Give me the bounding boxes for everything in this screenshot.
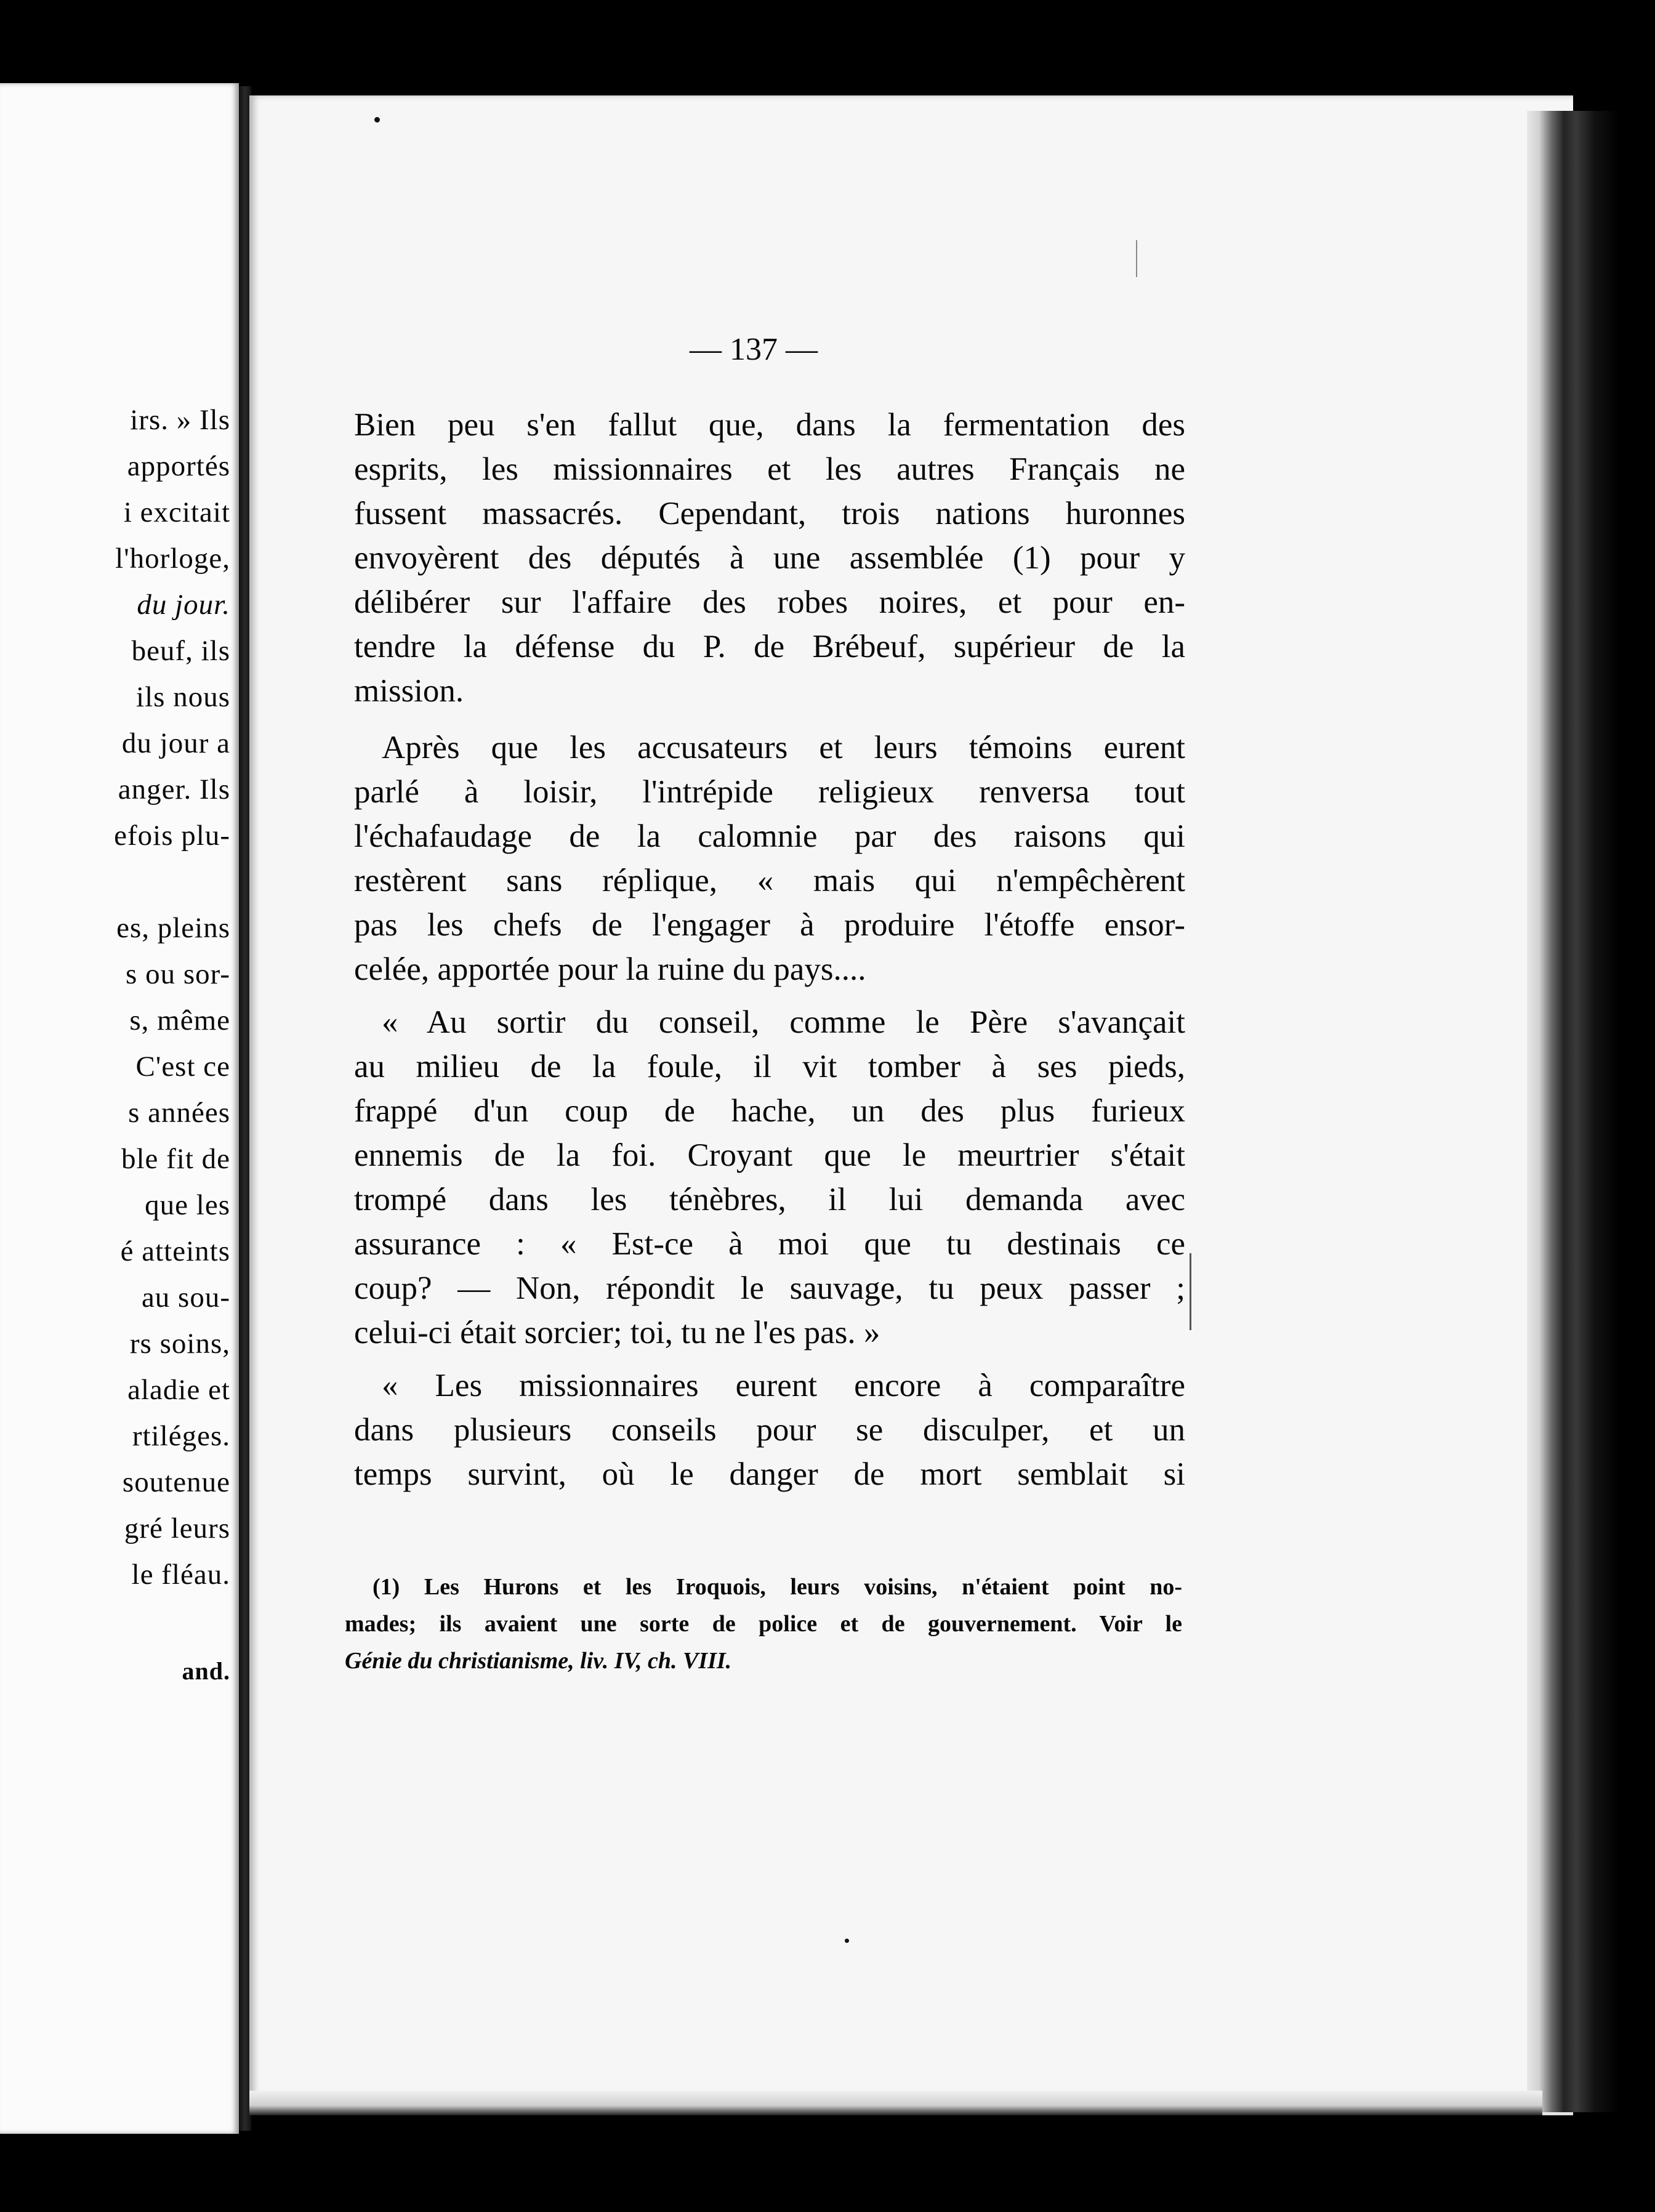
- left-page-line: ils nous: [136, 681, 230, 713]
- body-text-line: restèrent sans réplique, « mais qui n'empêchèrent: [354, 863, 1185, 898]
- left-page-line: que les: [145, 1189, 230, 1221]
- page-number: — 137 —: [690, 332, 818, 367]
- body-text-line: esprits, les missionnaires et les autres Français ne: [354, 451, 1185, 487]
- left-page-line: irs. » Ils: [130, 404, 230, 436]
- page-edge-stack: [1527, 111, 1619, 2112]
- left-page-line: du jour.: [137, 589, 230, 621]
- left-page-line: aladie et: [127, 1374, 230, 1406]
- body-text-line: fussent massacrés. Cependant, trois nations huronnes: [354, 496, 1185, 531]
- left-page-line: soutenue: [122, 1466, 230, 1498]
- footnote-line: mades; ils avaient une sorte de police et de gouvernement. Voir le: [345, 1611, 1182, 1637]
- body-text-line: Bien peu s'en fallut que, dans la fermentation des: [354, 407, 1185, 443]
- body-text-line: tendre la défense du P. de Brébeuf, supérieur de la: [354, 629, 1185, 664]
- body-text-line: mission.: [354, 673, 464, 709]
- body-text-line: parlé à loisir, l'intrépide religieux renversa tout: [354, 774, 1185, 810]
- left-page-line: l'horloge,: [115, 543, 230, 575]
- left-page-line: gré leurs: [124, 1512, 230, 1544]
- footnote-line: (1) Les Hurons et les Iroquois, leurs voisins, n'étaient point no-: [372, 1574, 1182, 1600]
- left-page-line: and.: [182, 1657, 230, 1685]
- page-bottom-edge: [249, 2091, 1542, 2115]
- left-page-line: apportés: [127, 450, 230, 482]
- body-text-line: celui-ci était sorcier; toi, tu ne l'es pas. »: [354, 1315, 880, 1350]
- left-page-line: au sou-: [141, 1282, 230, 1314]
- ink-speck: [374, 117, 380, 123]
- left-page-line: C'est ce: [135, 1051, 230, 1083]
- body-text-line: coup? — Non, répondit le sauvage, tu peux passer ;: [354, 1270, 1185, 1306]
- paper-crease: [1136, 240, 1137, 277]
- body-text-line: ennemis de la foi. Croyant que le meurtrier s'était: [354, 1137, 1185, 1173]
- left-page-line: du jour a: [121, 727, 230, 759]
- left-page-line: anger. Ils: [118, 773, 230, 805]
- left-page-line: le fléau.: [131, 1559, 230, 1591]
- paper-crease: [1190, 1253, 1191, 1330]
- left-page-line: efois plu-: [114, 820, 230, 852]
- ink-speck: [845, 1939, 849, 1943]
- body-text-line: assurance : « Est-ce à moi que tu destinais ce: [354, 1226, 1185, 1262]
- left-page-line: s, même: [129, 1004, 230, 1036]
- body-text-line: frappé d'un coup de hache, un des plus furieux: [354, 1093, 1185, 1129]
- body-text-line: délibérer sur l'affaire des robes noires, et pour en-: [354, 584, 1185, 620]
- footnote-line: Génie du christianisme, liv. IV, ch. VIII.: [345, 1648, 732, 1674]
- body-text-line: trompé dans les ténèbres, il lui demanda avec: [354, 1182, 1185, 1217]
- left-page-line: é atteints: [120, 1235, 230, 1267]
- body-text-line: au milieu de la foule, il vit tomber à ses pieds,: [354, 1049, 1185, 1084]
- left-page-line: s années: [128, 1097, 230, 1129]
- left-page-line: rs soins,: [129, 1328, 230, 1360]
- body-text-line: « Au sortir du conseil, comme le Père s'avançait: [382, 1004, 1185, 1040]
- left-page-line: s ou sor-: [126, 958, 230, 990]
- body-text-line: temps survint, où le danger de mort semblait si: [354, 1456, 1185, 1492]
- left-page: [0, 83, 239, 2134]
- body-text-line: « Les missionnaires eurent encore à comparaître: [382, 1368, 1185, 1403]
- body-text-line: Après que les accusateurs et leurs témoins eurent: [382, 730, 1185, 765]
- left-page-line: ble fit de: [121, 1143, 230, 1175]
- body-text-line: pas les chefs de l'engager à produire l'étoffe ensor-: [354, 907, 1185, 943]
- body-text-line: l'échafaudage de la calomnie par des raisons qui: [354, 818, 1185, 854]
- body-text-line: celée, apportée pour la ruine du pays....: [354, 951, 866, 987]
- left-page-line: rtiléges.: [132, 1420, 230, 1452]
- body-text-line: dans plusieurs conseils pour se disculper, et un: [354, 1412, 1185, 1448]
- left-page-line: es, pleins: [116, 912, 230, 944]
- left-page-line: i excitait: [123, 496, 230, 528]
- left-page-line: beuf, ils: [131, 635, 230, 667]
- body-text-line: envoyèrent des députés à une assemblée (1) pour y: [354, 540, 1185, 576]
